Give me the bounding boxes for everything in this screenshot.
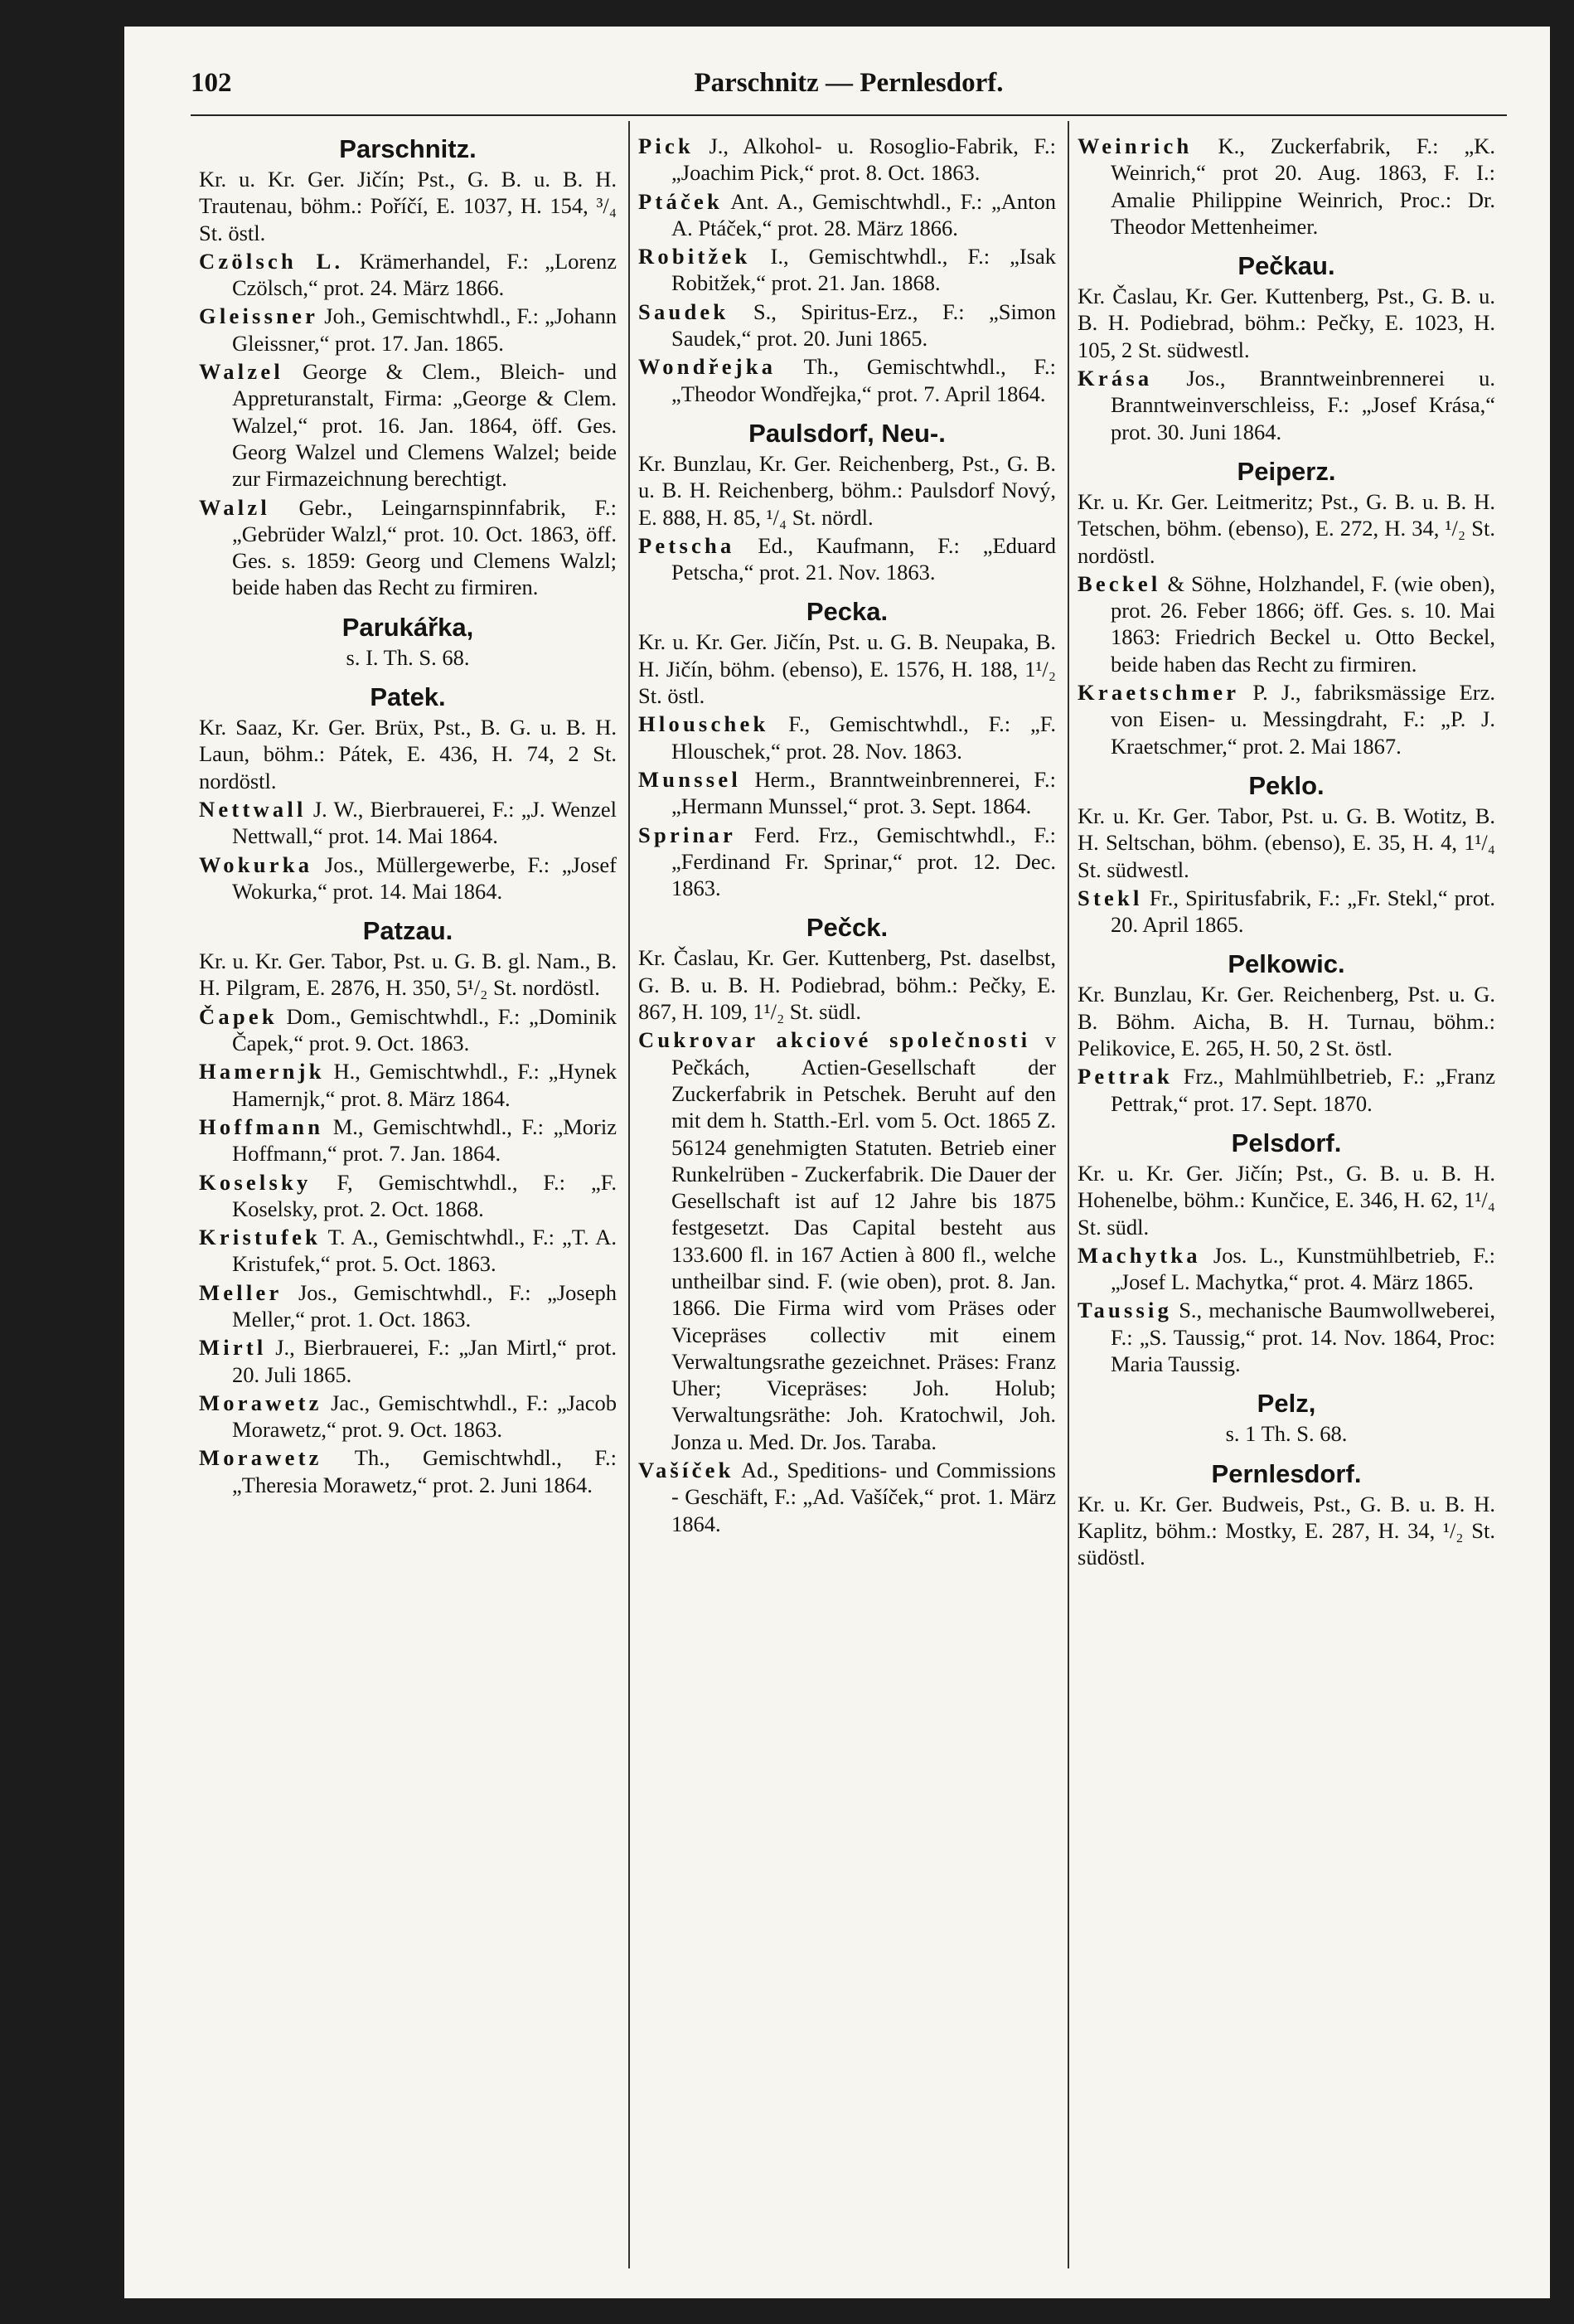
firm-details: Ad., Speditions- und Commissions - Geschäft, F.: „Ad. Vašíček,“ prot. 1. März 1864.: [671, 1458, 1056, 1536]
firm-details: S., mechanische Baumwollweberei, F.: „S. Taussig,“ prot. 14. Nov. 1864, Proc: Maria Taussig.: [1111, 1298, 1495, 1376]
firm-name: Mirtl: [199, 1335, 267, 1361]
firm-name: Koselsky: [199, 1169, 312, 1195]
firm-name: Munssel: [638, 766, 741, 792]
firm-entry: [638, 133, 1056, 187]
firm-entry: [1078, 1297, 1495, 1377]
location-description: Kr. Časlau, Kr. Ger. Kuttenberg, Pst. daselbst, G. B. u. B. H. Podiebrad, böhm.: Pečky, E. 867, H. 109, 1¹/₂ St. südl.: [638, 945, 1056, 1025]
text-columns: [191, 121, 1507, 2268]
firm-name: Czölsch L.: [199, 248, 344, 274]
location-description: Kr. u. Kr. Ger. Tabor, Pst. u. G. B. Wotitz, B. H. Seltschan, böhm. (ebenso), E. 35, H. 4, 1¹/₄ St. südwestl.: [1078, 803, 1495, 882]
place-heading: Parschnitz.: [339, 134, 477, 163]
firm-name: Hamernjk: [199, 1059, 325, 1084]
firm-details: Joh., Gemischtwhdl., F.: „Johann Gleissner,“ prot. 17. Jan. 1865.: [232, 303, 617, 356]
firm-entry: [199, 1390, 617, 1443]
place-heading: Paulsdorf, Neu-.: [748, 418, 946, 448]
firm-name: Saudek: [638, 298, 729, 324]
cross-reference: s. 1 Th. S. 68.: [1225, 1421, 1348, 1447]
firm-details: Jos., Müllergewerbe, F.: „Josef Wokurka,“ prot. 14. Mai 1864.: [232, 851, 617, 904]
place-heading: Pelkowic.: [1228, 949, 1345, 979]
firm-name: Krása: [1078, 366, 1153, 391]
scanned-page: [124, 27, 1550, 2298]
firm-entry: [638, 1026, 1056, 1455]
firm-name: Vašíček: [638, 1458, 734, 1483]
firm-name: Pick: [638, 133, 695, 158]
firm-name: Morawetz: [199, 1445, 322, 1471]
page-number: 102: [191, 68, 232, 98]
firm-entry: [1078, 1242, 1495, 1296]
firm-name: Ptáček: [638, 188, 723, 214]
firm-name: Čapek: [199, 1003, 278, 1029]
firm-details: & Söhne, Holzhandel, F. (wie oben), prot. 26. Feber 1866; öff. Ges. s. 10. Mai 1863: Friedrich Beckel u. Otto Beckel, beide haben das Recht zu firmiren.: [1111, 570, 1495, 677]
firm-entry: [199, 1113, 617, 1167]
firm-details: Jos. L., Kunstmühlbetrieb, F.: „Josef L. Machytka,“ prot. 4. März 1865.: [1111, 1242, 1495, 1295]
firm-entry: [199, 248, 617, 302]
place-heading: Peklo.: [1248, 770, 1325, 800]
location-description: Kr. u. Kr. Ger. Budweis, Pst., G. B. u. B. H. Kaplitz, böhm.: Mostky, E. 287, H. 34, ¹/₂ St. südöstl.: [1078, 1491, 1495, 1570]
firm-details: Krämerhandel, F.: „Lorenz Czölsch,“ prot. 24. März 1866.: [232, 248, 617, 301]
firm-name: Kristufek: [199, 1225, 322, 1250]
firm-entry: [638, 188, 1056, 242]
firm-details: George & Clem., Bleich- und Appreturanstalt, Firma: „George & Clem. Walzel,“ prot. 16. Jan. 1864, öff. Ges. Georg Walzel und Clemens Walzel; beide zur Firmazeichnung berechtigt.: [232, 359, 617, 492]
firm-entry: [1078, 885, 1495, 939]
firm-entry: [1078, 365, 1495, 445]
firm-details: Jos., Gemischtwhdl., F.: „Joseph Meller,“ prot. 1. Oct. 1863.: [232, 1279, 617, 1332]
firm-entry: [199, 1058, 617, 1112]
location-description: Kr. Saaz, Kr. Ger. Brüx, Pst., B. G. u. B. H. Laun, böhm.: Pátek, E. 436, H. 74, 2 St. nordöstl.: [199, 715, 617, 793]
firm-name: Walzel: [199, 359, 283, 385]
firm-details: Jos., Branntweinbrennerei u. Branntweinverschleiss, F.: „Josef Krása,“ prot. 30. Juni 1864.: [1111, 366, 1495, 444]
firm-entry: [638, 766, 1056, 820]
firm-details: F., Gemischtwhdl., F.: „F. Hlouschek,“ prot. 28. Nov. 1863.: [671, 711, 1056, 764]
firm-details: Ant. A., Gemischtwhdl., F.: „Anton A. Ptáček,“ prot. 28. März 1866.: [671, 188, 1056, 240]
firm-entry: [199, 1444, 617, 1498]
location-description: Kr. u. Kr. Ger. Jičín, Pst. u. G. B. Neupaka, B. H. Jičín, böhm. (ebenso), E. 1576, H. 188, 1¹/₂ St. östl.: [638, 629, 1056, 709]
firm-entry: [638, 532, 1056, 586]
firm-name: Wokurka: [199, 851, 313, 877]
firm-entry: [1078, 679, 1495, 759]
place-heading: Patek.: [370, 682, 446, 712]
place-heading: Parukářka,: [341, 612, 474, 642]
place-heading: Pelz,: [1257, 1389, 1316, 1419]
firm-name: Weinrich: [1078, 133, 1193, 158]
firm-details: Th., Gemischtwhdl., F.: „Theodor Wondřejka,“ prot. 7. April 1864.: [671, 354, 1056, 406]
firm-entry: [199, 303, 617, 357]
place-heading: Pernlesdorf.: [1211, 1458, 1362, 1488]
location-description: Kr. Bunzlau, Kr. Ger. Reichenberg, Pst., G. B. u. B. H. Reichenberg, böhm.: Paulsdorf Nový, E. 888, H. 85, ¹/₄ St. nördl.: [638, 450, 1056, 530]
firm-entry: [638, 243, 1056, 297]
firm-name: Hoffmann: [199, 1113, 324, 1139]
firm-entry: [1078, 1063, 1495, 1117]
firm-entry: [638, 298, 1056, 352]
firm-name: Hlouschek: [638, 711, 769, 737]
place-heading: Pecka.: [806, 597, 889, 627]
page-header: [191, 56, 1507, 116]
firm-details: J., Bierbrauerei, F.: „Jan Mirtl,“ prot. 20. Juli 1865.: [232, 1335, 617, 1387]
place-heading: Pečck.: [806, 913, 889, 943]
firm-name: Pettrak: [1078, 1064, 1174, 1089]
firm-details: Ferd. Frz., Gemischtwhdl., F.: „Ferdinand Fr. Sprinar,“ prot. 12. Dec. 1863.: [671, 822, 1056, 901]
cross-reference: s. I. Th. S. 68.: [346, 644, 470, 670]
firm-details: P. J., fabriksmässige Erz. von Eisen- u. Messingdraht, F.: „P. J. Kraetschmer,“ prot. 2. Mai 1867.: [1111, 680, 1495, 759]
location-description: Kr. u. Kr. Ger. Jičín; Pst., G. B. u. B. H. Hohenelbe, böhm.: Kunčice, E. 346, H. 62, 1¹/₄ St. südl.: [1078, 1160, 1495, 1240]
place-heading: Patzau.: [362, 916, 453, 946]
firm-name: Walzl: [199, 494, 270, 520]
location-description: Kr. u. Kr. Ger. Leitmeritz; Pst., G. B. u. B. H. Tetschen, böhm. (ebenso), E. 272, H. 34, ¹/₂ St. nordöstl.: [1078, 488, 1495, 568]
firm-details: Ed., Kaufmann, F.: „Eduard Petscha,“ prot. 21. Nov. 1863.: [671, 532, 1056, 585]
firm-name: Machytka: [1078, 1242, 1201, 1268]
column-2: [628, 121, 1068, 2268]
firm-name: Morawetz: [199, 1390, 322, 1415]
firm-details: H., Gemischtwhdl., F.: „Hynek Hamernjk,“ prot. 8. März 1864.: [232, 1059, 617, 1111]
location-description: Kr. Časlau, Kr. Ger. Kuttenberg, Pst., G. B. u. B. H. Podiebrad, böhm.: Pečky, E. 1023, H. 105, 2 St. südwestl.: [1078, 284, 1495, 362]
firm-entry: [199, 494, 617, 601]
firm-entry: [199, 1003, 617, 1057]
place-heading: Peiperz.: [1237, 456, 1336, 486]
firm-entry: [199, 358, 617, 492]
firm-details: Fr., Spiritusfabrik, F.: „Fr. Stekl,“ prot. 20. April 1865.: [1111, 885, 1495, 938]
firm-details: Th., Gemischtwhdl., F.: „Theresia Morawetz,“ prot. 2. Juni 1864.: [232, 1445, 617, 1497]
firm-entry: [638, 1457, 1056, 1537]
firm-entry: [199, 1224, 617, 1278]
column-3: [1068, 121, 1507, 2268]
place-heading: Pelsdorf.: [1231, 1128, 1342, 1157]
firm-entry: [199, 1334, 617, 1388]
firm-entry: [1078, 133, 1495, 240]
firm-name: Meller: [199, 1279, 283, 1305]
firm-details: Frz., Mahlmühlbetrieb, F.: „Franz Pettrak,“ prot. 17. Sept. 1870.: [1111, 1064, 1495, 1116]
firm-name: Sprinar: [638, 822, 737, 847]
firm-entry: [1078, 570, 1495, 677]
firm-details: J. W., Bierbrauerei, F.: „J. Wenzel Nettwall,“ prot. 14. Mai 1864.: [232, 796, 617, 849]
firm-name: Robitžek: [638, 244, 751, 269]
firm-details: I., Gemischtwhdl., F.: „Isak Robitžek,“ prot. 21. Jan. 1868.: [671, 244, 1056, 296]
firm-name: Taussig: [1078, 1298, 1173, 1323]
firm-entry: [199, 1169, 617, 1223]
location-description: Kr. u. Kr. Ger. Tabor, Pst. u. G. B. gl. Nam., B. H. Pilgram, E. 2876, H. 350, 5¹/₂ St. nordöstl.: [199, 949, 617, 1001]
firm-name: Wondřejka: [638, 354, 777, 380]
firm-name: Kraetschmer: [1078, 680, 1240, 706]
firm-details: T. A., Gemischtwhdl., F.: „T. A. Kristufek,“ prot. 5. Oct. 1863.: [232, 1225, 617, 1277]
firm-details: S., Spiritus-Erz., F.: „Simon Saudek,“ prot. 20. Juni 1865.: [671, 298, 1056, 352]
firm-entry: [638, 822, 1056, 902]
firm-details: Jac., Gemischtwhdl., F.: „Jacob Morawetz,“ prot. 9. Oct. 1863.: [232, 1390, 617, 1443]
firm-entry: [199, 851, 617, 905]
firm-name: Petscha: [638, 532, 735, 558]
firm-details: J., Alkohol- u. Rosoglio-Fabrik, F.: „Joachim Pick,“ prot. 8. Oct. 1863.: [671, 133, 1056, 186]
firm-name: Nettwall: [199, 796, 307, 822]
firm-name: Stekl: [1078, 885, 1143, 910]
firm-details: M., Gemischtwhdl., F.: „Moriz Hoffmann,“ prot. 7. Jan. 1864.: [232, 1113, 617, 1167]
firm-details: K., Zuckerfabrik, F.: „K. Weinrich,“ prot 20. Aug. 1863, F. I.: Amalie Philippine Weinrich, Proc.: Dr. Theodor Mettenheimer.: [1111, 133, 1495, 239]
firm-name: Gleissner: [199, 303, 319, 329]
place-heading: Pečkau.: [1237, 251, 1335, 281]
firm-name: Beckel: [1078, 570, 1161, 596]
running-head: Parschnitz — Pernlesdorf.: [694, 68, 1004, 98]
firm-entry: [638, 711, 1056, 764]
firm-details: F, Gemischtwhdl., F.: „F. Koselsky, prot. 2. Oct. 1868.: [232, 1169, 617, 1221]
firm-details: Herm., Branntweinbrennerei, F.: „Hermann Munssel,“ prot. 3. Sept. 1864.: [671, 766, 1056, 819]
firm-name: Cukrovar akciové společnosti: [638, 1027, 1031, 1053]
firm-details: Dom., Gemischtwhdl., F.: „Dominik Čapek,“ prot. 9. Oct. 1863.: [232, 1003, 617, 1056]
firm-details: v Pečkách, Actien-Gesellschaft der Zuckerfabrik in Petschek. Beruht auf den mit dem h. Statth.-Erl. vom 5. Oct. 1865 Z. 56124 genehmigten Statuten. Betrieb einer Runkelrüben - Zuckerfabrik. Die Dauer der Gesellschaft ist auf 12 Jahre bis 1875 festgesetzt. Das Capital besteht aus 133.600 fl. in 167 Actien à 800 fl., welche untheilbar sind. F. (wie oben), prot. 8. Jan. 1866. Die Firma wird vom Präses oder Vicepräses collectiv mit einem Verwaltungsrathe gezeichnet. Präses: Franz Uher; Vicepräses: Joh. Holub; Verwaltungsräthe: Joh. Kratochwil, Joh. Jonza u. Med. Dr. Jos. Taraba.: [671, 1027, 1057, 1454]
firm-entry: [638, 353, 1056, 407]
firm-details: Gebr., Leingarnspinnfabrik, F.: „Gebrüder Walzl,“ prot. 10. Oct. 1863, öff. Ges. s. 1859: Georg und Clemens Walzl; beide haben das Recht zu firmiren.: [232, 494, 617, 600]
firm-entry: [199, 1279, 617, 1333]
location-description: Kr. u. Kr. Ger. Jičín; Pst., G. B. u. B. H. Trautenau, böhm.: Poříčí, E. 1037, H. 154, ³/₄ St. östl.: [199, 167, 617, 245]
location-description: Kr. Bunzlau, Kr. Ger. Reichenberg, Pst. u. G. B. Böhm. Aicha, B. H. Turnau, böhm.: Pelikovice, E. 265, H. 50, 2 St. östl.: [1078, 982, 1495, 1061]
firm-entry: [199, 796, 617, 850]
column-1: [191, 121, 628, 2268]
